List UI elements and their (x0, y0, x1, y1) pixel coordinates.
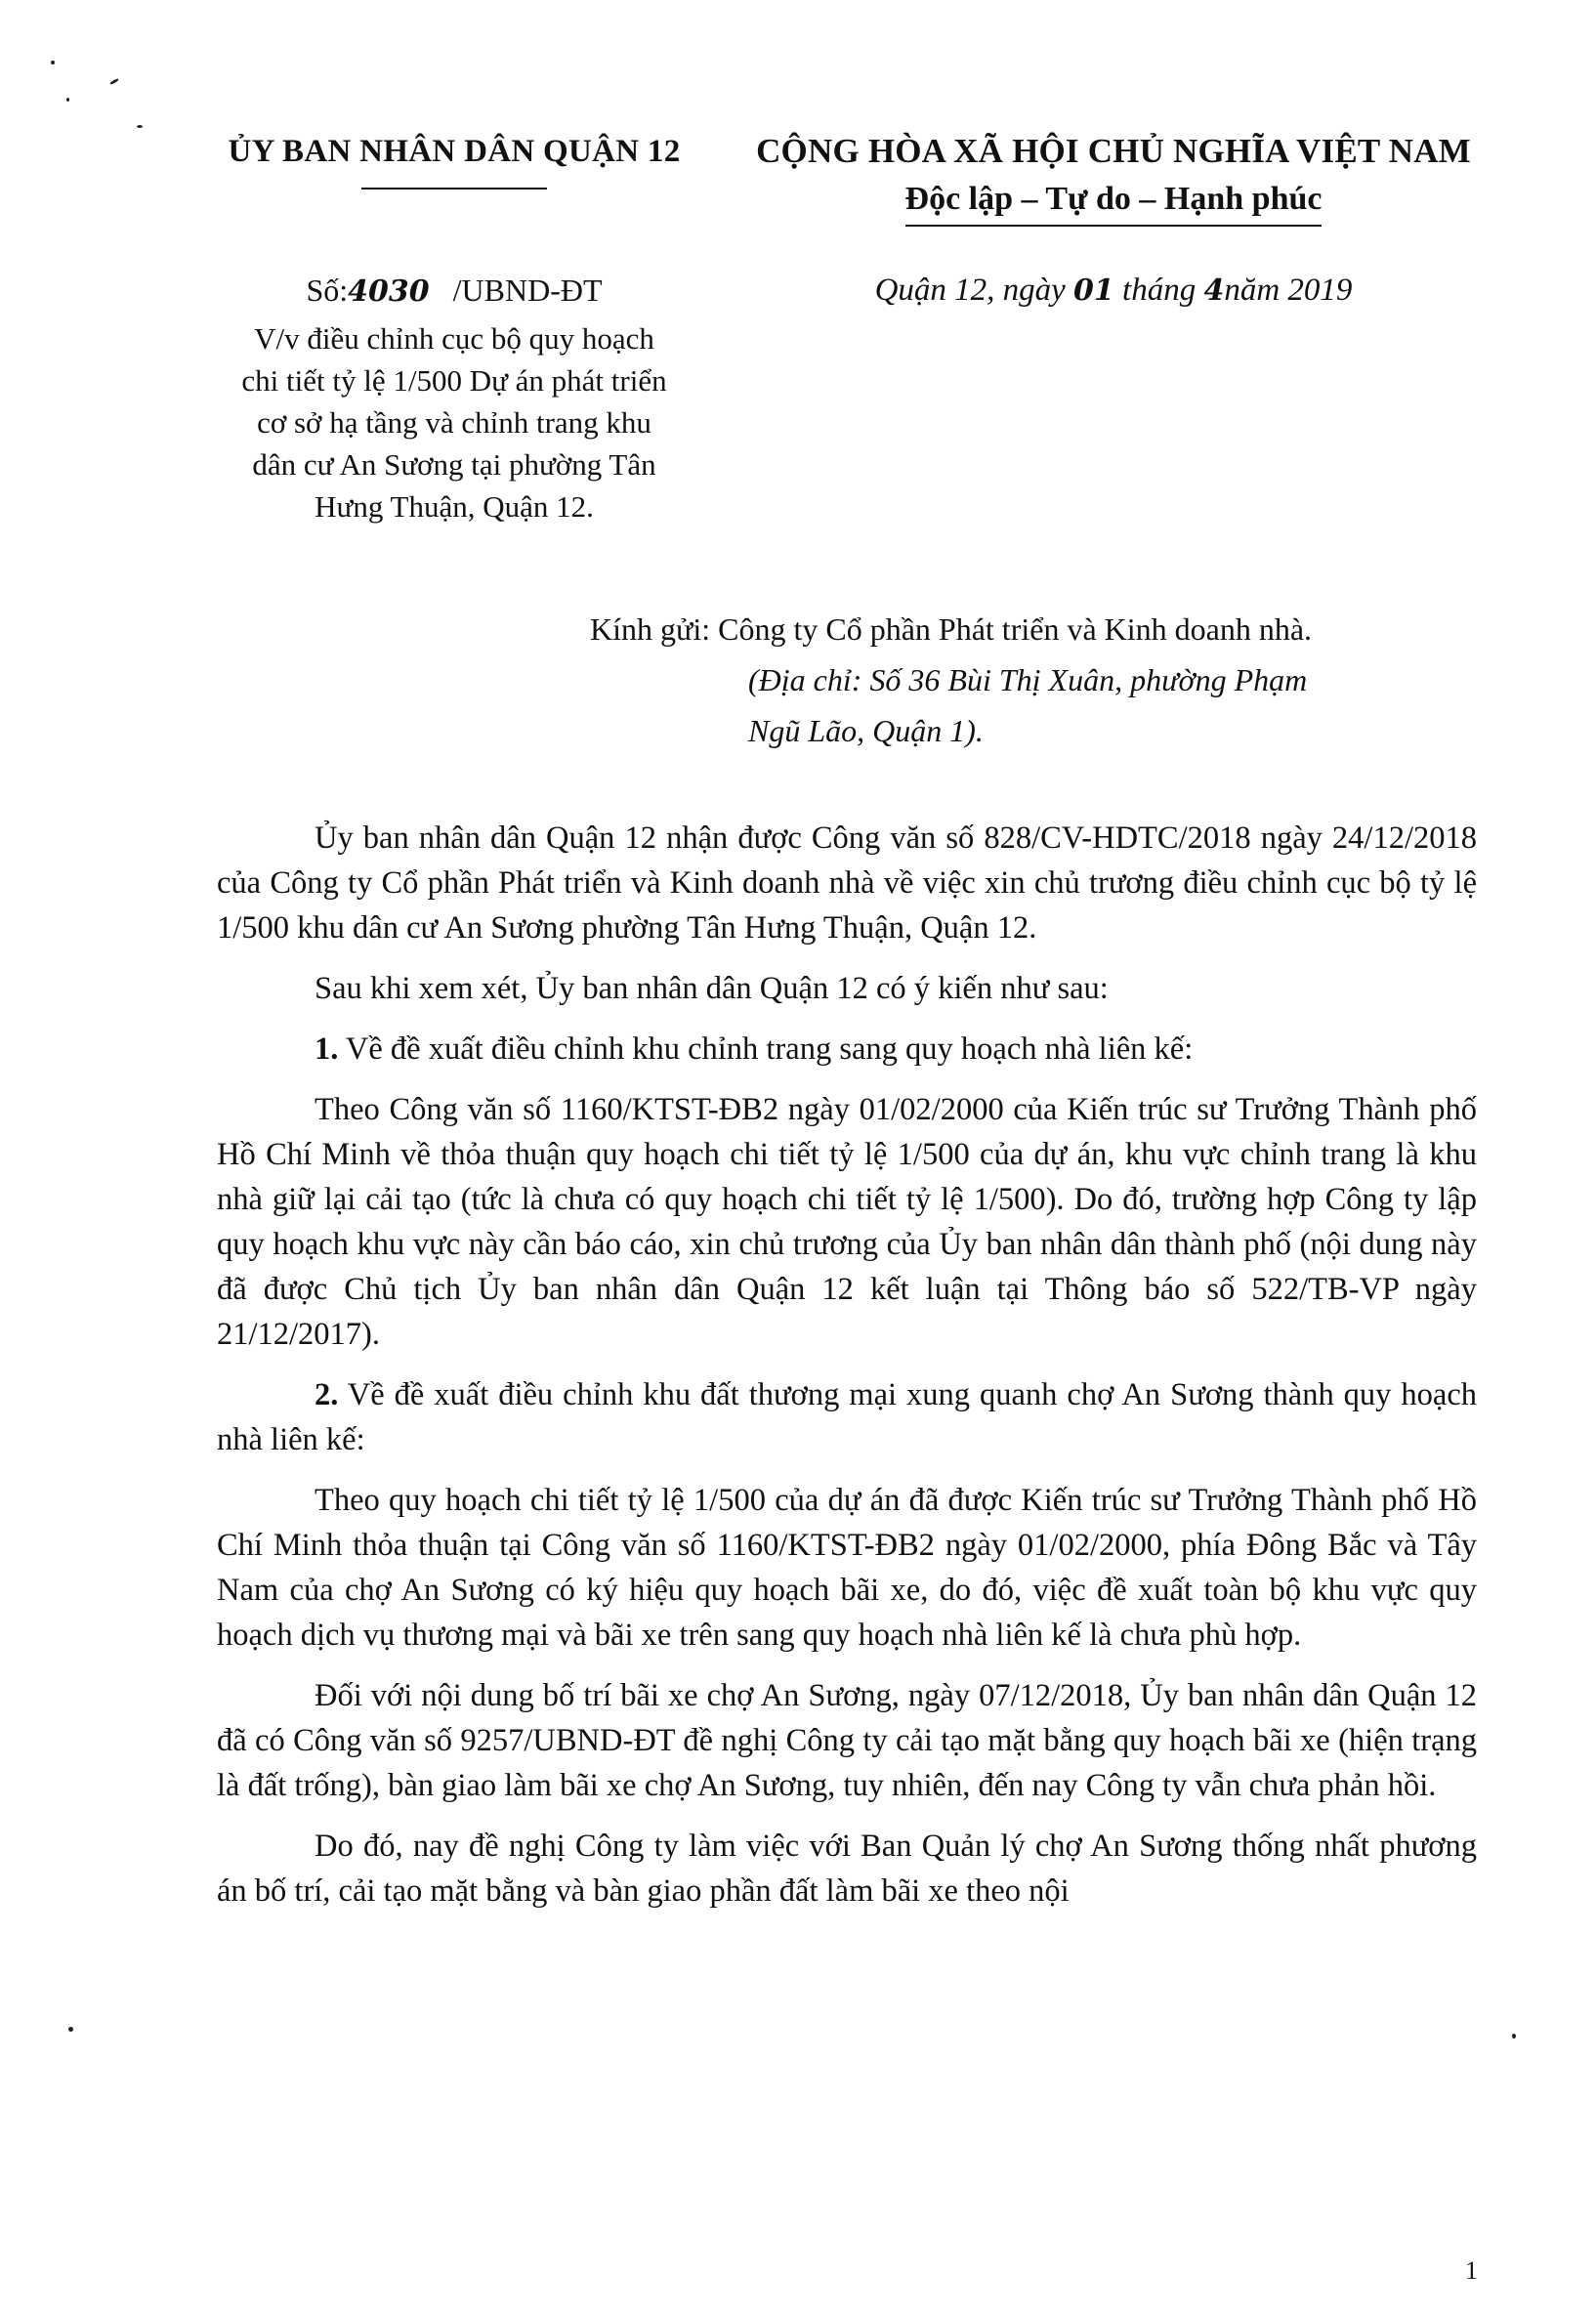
section-heading-text: Về đề xuất điều chỉnh khu chỉnh trang sang quy hoạch nhà liên kế: (338, 1031, 1194, 1067)
body-paragraph: Đối với nội dung bố trí bãi xe chợ An Sương, ngày 07/12/2018, Ủy ban nhân dân Quận 12 đã có Công văn số 9257/UBND-ĐT đề nghị Công ty cải tạo mặt bằng quy hoạch bãi xe (hiện trạng là đất trống), bàn giao làm bãi xe chợ An Sương, tuy nhiên, đến nay Công ty vẫn chưa phản hồi. (217, 1678, 1477, 1803)
subject-line: dân cư An Sương tại phường Tân (252, 447, 656, 482)
issuing-agency-block (190, 127, 718, 189)
body-paragraph: Sau khi xem xét, Ủy ban nhân dân Quận 12 có ý kiến như sau: (315, 971, 1109, 1006)
recipient-block (590, 604, 1498, 756)
date-prefix: Quận 12, ngày (874, 273, 1066, 308)
date-year: năm 2019 (1224, 273, 1353, 308)
republic-title: CỘNG HÒA XÃ HỘI CHỦ NGHĨA VIỆT NAM (756, 132, 1471, 170)
recipient-line: Kính gửi: Công ty Cổ phần Phát triển và Kinh doanh nhà. (590, 611, 1313, 647)
section-heading-text: Về đề xuất điều chỉnh khu đất thương mại xung quanh chợ An Sương thành quy hoạch nhà liên kế: (217, 1377, 1477, 1457)
section-heading (217, 1372, 1477, 1462)
body-paragraph: Theo quy hoạch chi tiết tỷ lệ 1/500 của dự án đã được Kiến trúc sư Trưởng Thành phố Hồ Chí Minh thỏa thuận tại Công văn số 1160/KTST-ĐB2 ngày 01/02/2000, phía Đông Bắc và Tây Nam của chợ An Sương có ký hiệu quy hoạch bãi xe, do đó, việc đề xuất toàn bộ khu vực quy hoạch dịch vụ thương mại và bãi xe trên sang quy hoạch nhà liên kế là chưa phù hợp. (217, 1483, 1477, 1653)
issuing-agency: ỦY BAN NHÂN DÂN QUẬN 12 (228, 134, 681, 169)
document-subject (190, 317, 718, 527)
scan-speck (68, 2027, 73, 2032)
scan-speck (1512, 2034, 1516, 2039)
subject-line: chi tiết tỷ lệ 1/500 Dự án phát triển (241, 363, 667, 398)
date-month-word: tháng (1122, 273, 1197, 308)
subject-line: V/v điều chỉnh cục bộ quy hoạch (254, 321, 654, 356)
scan-speck (51, 61, 55, 64)
subject-line: Hưng Thuận, Quận 12. (315, 489, 594, 524)
document-number (190, 269, 718, 314)
date-line (728, 269, 1499, 313)
scan-speck (66, 98, 69, 102)
date-month: 4 (1203, 273, 1225, 308)
recipient-address-line: Ngũ Lão, Quận 1). (748, 713, 984, 748)
national-header (728, 127, 1499, 227)
national-motto: Độc lập – Tự do – Hạnh phúc (905, 176, 1323, 227)
document-body (217, 816, 1477, 1929)
section-number: 2. (315, 1377, 339, 1412)
document-number-handwritten: 4030 (348, 274, 430, 309)
document-number-prefix: Số: (306, 273, 349, 308)
section-number: 1. (315, 1031, 339, 1067)
recipient-address-line: (Địa chỉ: Số 36 Bùi Thị Xuân, phường Phạm (748, 662, 1308, 697)
scan-speck (137, 125, 143, 128)
document-number-suffix: /UBND-ĐT (452, 273, 603, 308)
body-paragraph: Do đó, nay đề nghị Công ty làm việc với Ban Quản lý chợ An Sương thống nhất phương án bố trí, cải tạo mặt bằng và bàn giao phần đất làm bãi xe theo nội (217, 1829, 1477, 1909)
page-number: 1 (1465, 2256, 1478, 2285)
agency-underline (361, 188, 547, 189)
body-paragraph: Theo Công văn số 1160/KTST-ĐB2 ngày 01/02/2000 của Kiến trúc sư Trưởng Thành phố Hồ Chí Minh về thỏa thuận quy hoạch chi tiết tỷ lệ 1/500 của dự án, khu vực chỉnh trang là khu nhà giữ lại cải tạo (tức là chưa có quy hoạch chi tiết tỷ lệ 1/500). Do đó, trường hợp Công ty lập quy hoạch khu vực này cần báo cáo, xin chủ trương của Ủy ban nhân dân thành phố (nội dung này đã được Chủ tịch Ủy ban nhân dân Quận 12 kết luận tại Thông báo số 522/TB-VP ngày 21/12/2017). (217, 1092, 1477, 1352)
subject-line: cơ sở hạ tầng và chỉnh trang khu (257, 405, 651, 440)
scan-speck (109, 78, 119, 86)
date-day: 01 (1073, 273, 1114, 308)
body-paragraph: Ủy ban nhân dân Quận 12 nhận được Công văn số 828/CV-HDTC/2018 ngày 24/12/2018 của Công ty Cổ phần Phát triển và Kinh doanh nhà về việc xin chủ trương điều chỉnh cục bộ tỷ lệ 1/500 khu dân cư An Sương phường Tân Hưng Thuận, Quận 12. (217, 820, 1477, 946)
section-heading (217, 1027, 1477, 1072)
